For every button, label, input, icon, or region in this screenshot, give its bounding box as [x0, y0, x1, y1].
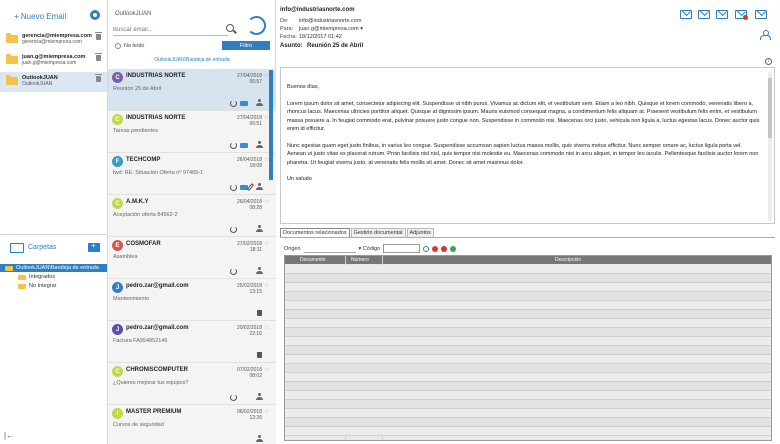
star-icon[interactable]: ☆ — [264, 241, 270, 247]
account-folder-icon — [6, 77, 18, 85]
unread-filter[interactable]: No leído — [115, 43, 145, 49]
sync-icon[interactable] — [230, 226, 237, 233]
delete-email-icon[interactable] — [735, 10, 747, 19]
body-paragraph: Lorem ipsum dolor sit amet, consectetur adipiscing elit. Suspendisse ut nibh purus. Vivamus ac dictum elit, et vestibulum sem. Etiam a leo nibh. Quisque et lorem commodo, venenatis libero a, rhoncus lacus. Maecenas ultricies porttitor aliquet. Quisque at dignissim ipsum. Mauris euismod consequat magna, a condimentum felis aliquam at. Praesent vestibulum felis enim, et vestibulum massa posuere a. In feugiat commodo erat, pulvinar posuere justo congue non. Suspendisse in commodo nisi. Maecenas orci justo, vehicula non ligula a, luctus egestas lacus. Donec auctor quis enim id efficitur. — [287, 100, 760, 132]
filter-button[interactable]: Filtro — [222, 41, 270, 50]
codigo-input[interactable] — [383, 244, 420, 253]
email-sender: TECHCOMP — [126, 157, 161, 163]
grid-header — [285, 256, 772, 264]
delete-account-icon[interactable] — [96, 55, 101, 61]
accounts-panel — [0, 0, 108, 444]
contact-icon[interactable] — [256, 99, 263, 107]
sync-icon[interactable] — [230, 394, 237, 401]
email-item[interactable] — [108, 195, 276, 237]
sync-icon[interactable] — [230, 184, 237, 191]
account-name: OutlookJUAN — [22, 75, 58, 81]
account-name: juan.g@miempresa.com — [22, 54, 86, 60]
body-closing: Un saludo — [287, 176, 312, 182]
tree-item-inbox[interactable]: OutlookJUAN\Bandeja de entrada — [0, 264, 107, 272]
tab-divider — [280, 237, 775, 238]
grid-row[interactable] — [285, 409, 772, 418]
col-documento[interactable]: Documento — [300, 257, 326, 263]
docs-tabs — [280, 228, 435, 237]
body-scrollbar[interactable] — [768, 72, 772, 221]
email-date: 26/04/2018 18:08 — [236, 157, 262, 169]
unread-radio[interactable] — [115, 43, 121, 49]
contact-icon[interactable] — [256, 141, 263, 149]
grid-row[interactable] — [285, 310, 772, 319]
star-icon[interactable]: ☆ — [264, 73, 270, 79]
email-list-panel — [108, 0, 276, 444]
refresh-icon[interactable] — [247, 16, 266, 35]
grid-row[interactable] — [285, 274, 772, 283]
email-subject: Reunión 25 de Abril — [113, 86, 162, 92]
header-asunto: Asunto: Reunión 25 de Abril — [280, 43, 364, 49]
grid-row[interactable] — [285, 373, 772, 382]
email-subject: Mantenimiento — [113, 296, 150, 302]
folder-icon — [18, 275, 26, 280]
sender-avatar: C — [112, 114, 123, 125]
email-subject: Tareas pendientes — [113, 128, 158, 134]
account-sub: juan.g@miempresa.com — [22, 60, 77, 66]
sender-avatar: J — [112, 282, 123, 293]
sync-icon[interactable] — [230, 142, 237, 149]
delete-account-icon[interactable] — [96, 34, 101, 40]
sync-icon[interactable] — [230, 100, 237, 107]
email-sender: INDUSTRIAS NORTE — [126, 73, 186, 79]
sync-icon[interactable] — [230, 268, 237, 275]
folder-icon — [5, 266, 13, 271]
grid-row[interactable] — [285, 346, 772, 355]
account-outlookjuan[interactable] — [0, 72, 107, 92]
settings-gear-icon[interactable] — [90, 10, 100, 20]
contact-icon[interactable] — [256, 267, 263, 275]
col-numero[interactable]: Número — [351, 257, 369, 263]
comment-icon[interactable] — [240, 143, 248, 148]
message-body — [280, 67, 775, 224]
account-sub: OutlookJUAN — [22, 81, 53, 87]
search-input[interactable] — [113, 24, 228, 36]
folder-path: OutlookJUAN\Bandeja de entrada — [154, 57, 230, 63]
contact-icon[interactable] — [256, 183, 263, 191]
email-sender: CHRONISCOMPUTER — [126, 367, 189, 373]
email-list — [108, 69, 276, 444]
sender-avatar: C — [112, 72, 123, 83]
header-para[interactable]: Para: juan.g@miempresa.com ▾ — [280, 26, 363, 32]
reply-icon[interactable] — [680, 10, 692, 19]
sender-avatar: F — [112, 156, 123, 167]
email-subject: Aceptación oferta 84562-2 — [113, 212, 178, 218]
sender-avatar: I — [112, 408, 123, 419]
tree-item-no-integrar[interactable]: No Integrar — [0, 282, 57, 290]
email-item[interactable] — [108, 321, 276, 363]
folders-icon — [10, 243, 24, 253]
col-descripcion[interactable]: Descripción — [555, 257, 582, 263]
folders-title: Carpetas — [28, 244, 57, 251]
documents-grid — [284, 255, 772, 441]
star-icon[interactable]: ☆ — [264, 409, 270, 415]
email-sender: INDUSTRIAS NORTE — [126, 115, 186, 121]
header-fecha: Fecha: 18/12/2017 01:42 — [280, 34, 342, 40]
forward-icon[interactable] — [716, 10, 728, 19]
email-date: 07/02/2018 08:02 — [236, 367, 262, 379]
grid-row[interactable] — [285, 364, 772, 373]
grid-row[interactable] — [285, 328, 772, 337]
contact-icon[interactable] — [256, 435, 263, 443]
sender-avatar: C — [112, 198, 123, 209]
email-item[interactable] — [108, 279, 276, 321]
folder-icon — [18, 284, 26, 289]
contact-icon[interactable] — [256, 225, 263, 233]
grid-row[interactable] — [285, 382, 772, 391]
new-email-button[interactable]: + Nuevo Email — [14, 12, 67, 21]
sender-avatar: E — [112, 240, 123, 251]
message-from-title: info@industriasnorte.com — [280, 7, 355, 13]
reply-all-icon[interactable] — [698, 10, 710, 19]
docs-filter-row — [284, 244, 456, 253]
star-icon[interactable]: ☆ — [264, 283, 270, 289]
grid-row[interactable] — [285, 427, 772, 436]
remove-icon[interactable] — [441, 246, 447, 252]
email-date: 25/02/2018 13:15 — [236, 283, 262, 295]
tab-gestion-documental[interactable]: Gestión documental — [351, 228, 406, 237]
email-date: 27/04/2018 06:57 — [236, 73, 262, 85]
star-icon[interactable]: ☆ — [264, 367, 270, 373]
sender-avatar: C — [112, 366, 123, 377]
grid-rows — [285, 265, 772, 436]
email-item[interactable] — [108, 405, 276, 444]
email-date: 27/04/2018 06:51 — [236, 115, 262, 127]
email-date: 06/02/2018 12:26 — [236, 409, 262, 421]
email-date: 26/04/2018 08:28 — [236, 199, 262, 211]
search-icon[interactable] — [226, 24, 234, 32]
contact-icon[interactable] — [256, 393, 263, 401]
list-account-title: OutlookJUAN — [115, 11, 152, 17]
add-doc-icon[interactable] — [450, 246, 456, 252]
email-date: 27/02/2018 18:11 — [236, 241, 262, 253]
account-gerencia[interactable] — [0, 30, 107, 50]
email-item[interactable] — [108, 69, 276, 111]
body-greeting: Buenos días, — [287, 84, 320, 90]
grid-row[interactable] — [285, 283, 772, 292]
email-item[interactable] — [108, 111, 276, 153]
account-name: gerencia@miempresa.com — [22, 33, 92, 39]
search-doc-icon[interactable] — [423, 246, 429, 252]
user-icon[interactable] — [760, 30, 770, 40]
attachment-icon — [247, 183, 254, 191]
star-icon[interactable]: ☆ — [264, 157, 270, 163]
collapse-panel-icon[interactable]: |← — [4, 431, 15, 440]
add-folder-icon[interactable] — [88, 243, 100, 252]
delete-account-icon[interactable] — [96, 76, 101, 82]
account-folder-icon — [6, 35, 18, 43]
codigo-label: ▾ Código — [358, 245, 381, 252]
grid-row[interactable] — [285, 391, 772, 400]
delete-icon[interactable] — [257, 310, 262, 316]
email-item[interactable] — [108, 237, 276, 279]
email-sender: A.M.K.Y — [126, 199, 149, 205]
sender-avatar: J — [112, 324, 123, 335]
header-de: De: info@industriasnorte.com — [280, 18, 362, 24]
folders-header — [0, 234, 107, 258]
grid-row[interactable] — [285, 418, 772, 427]
star-icon[interactable]: ☆ — [264, 199, 270, 205]
account-juan[interactable] — [0, 51, 107, 71]
email-subject: Cursos de seguridad — [113, 422, 164, 428]
email-list-scrollbar[interactable] — [269, 70, 273, 180]
grid-row[interactable] — [285, 337, 772, 346]
email-item[interactable] — [108, 363, 276, 405]
account-sub: gerencia@miempresa.com — [22, 39, 82, 45]
tree-item-integrados[interactable]: Integrados — [0, 273, 55, 281]
comment-icon[interactable] — [240, 101, 248, 106]
email-subject: Factura FA954852146 — [113, 338, 168, 344]
info-icon[interactable]: i — [765, 58, 772, 65]
delete-icon[interactable] — [257, 352, 262, 358]
body-paragraph: Nunc egestas quam eget justo finibus, in varius leo congue. Suspendisse accumsan sapien luctus massa mollis, quis viverra metus efficitur. Nunc semper ornare ac, luctus ligula porta vel. Aenean ut justo vitae ex placerat rutrum. Proin facilisis nisl nisl, quis tempor nisi molestie eu. Maecenas commodo nisi in arcu aliquet, in tempor leo iaculis. Pellentesque facilisis auctor lorem non pharetra. Ut feugiat viverra justo, at venenatis felis mollis sit amet. Donec sit amet maximus dolor. — [287, 142, 759, 166]
message-panel — [277, 0, 780, 444]
tab-documentos-relacionados[interactable]: Documentos relacionados — [280, 228, 350, 237]
grid-row[interactable] — [285, 301, 772, 310]
email-sender: MASTER PREMIUM — [126, 409, 182, 415]
grid-row[interactable] — [285, 400, 772, 409]
star-icon[interactable]: ☆ — [264, 325, 270, 331]
star-icon[interactable]: ☆ — [264, 115, 270, 121]
email-sender: COSMOFAR — [126, 241, 161, 247]
account-folder-icon — [6, 56, 18, 64]
tab-adjuntos[interactable]: Adjuntos — [407, 228, 434, 237]
origen-label: Origen — [284, 245, 301, 252]
email-item[interactable] — [108, 153, 276, 195]
email-sender: pedro.zar@gmail.com — [126, 283, 189, 289]
email-subject: ¿Quieres mejorar tus equipos? — [113, 380, 189, 386]
grid-row[interactable] — [285, 292, 772, 301]
email-sender: pedro.zar@gmail.com — [126, 325, 189, 331]
email-subject: Asamblea — [113, 254, 138, 260]
email-subject: fwd: RE: Situación Oferta nº 97465-1 — [113, 170, 204, 176]
grid-row[interactable] — [285, 319, 772, 328]
send-icon[interactable] — [755, 10, 767, 19]
clear-icon[interactable] — [432, 246, 438, 252]
grid-row[interactable] — [285, 355, 772, 364]
email-date: 20/02/2018 22:16 — [236, 325, 262, 337]
origen-select[interactable] — [304, 245, 356, 253]
grid-row[interactable] — [285, 265, 772, 274]
